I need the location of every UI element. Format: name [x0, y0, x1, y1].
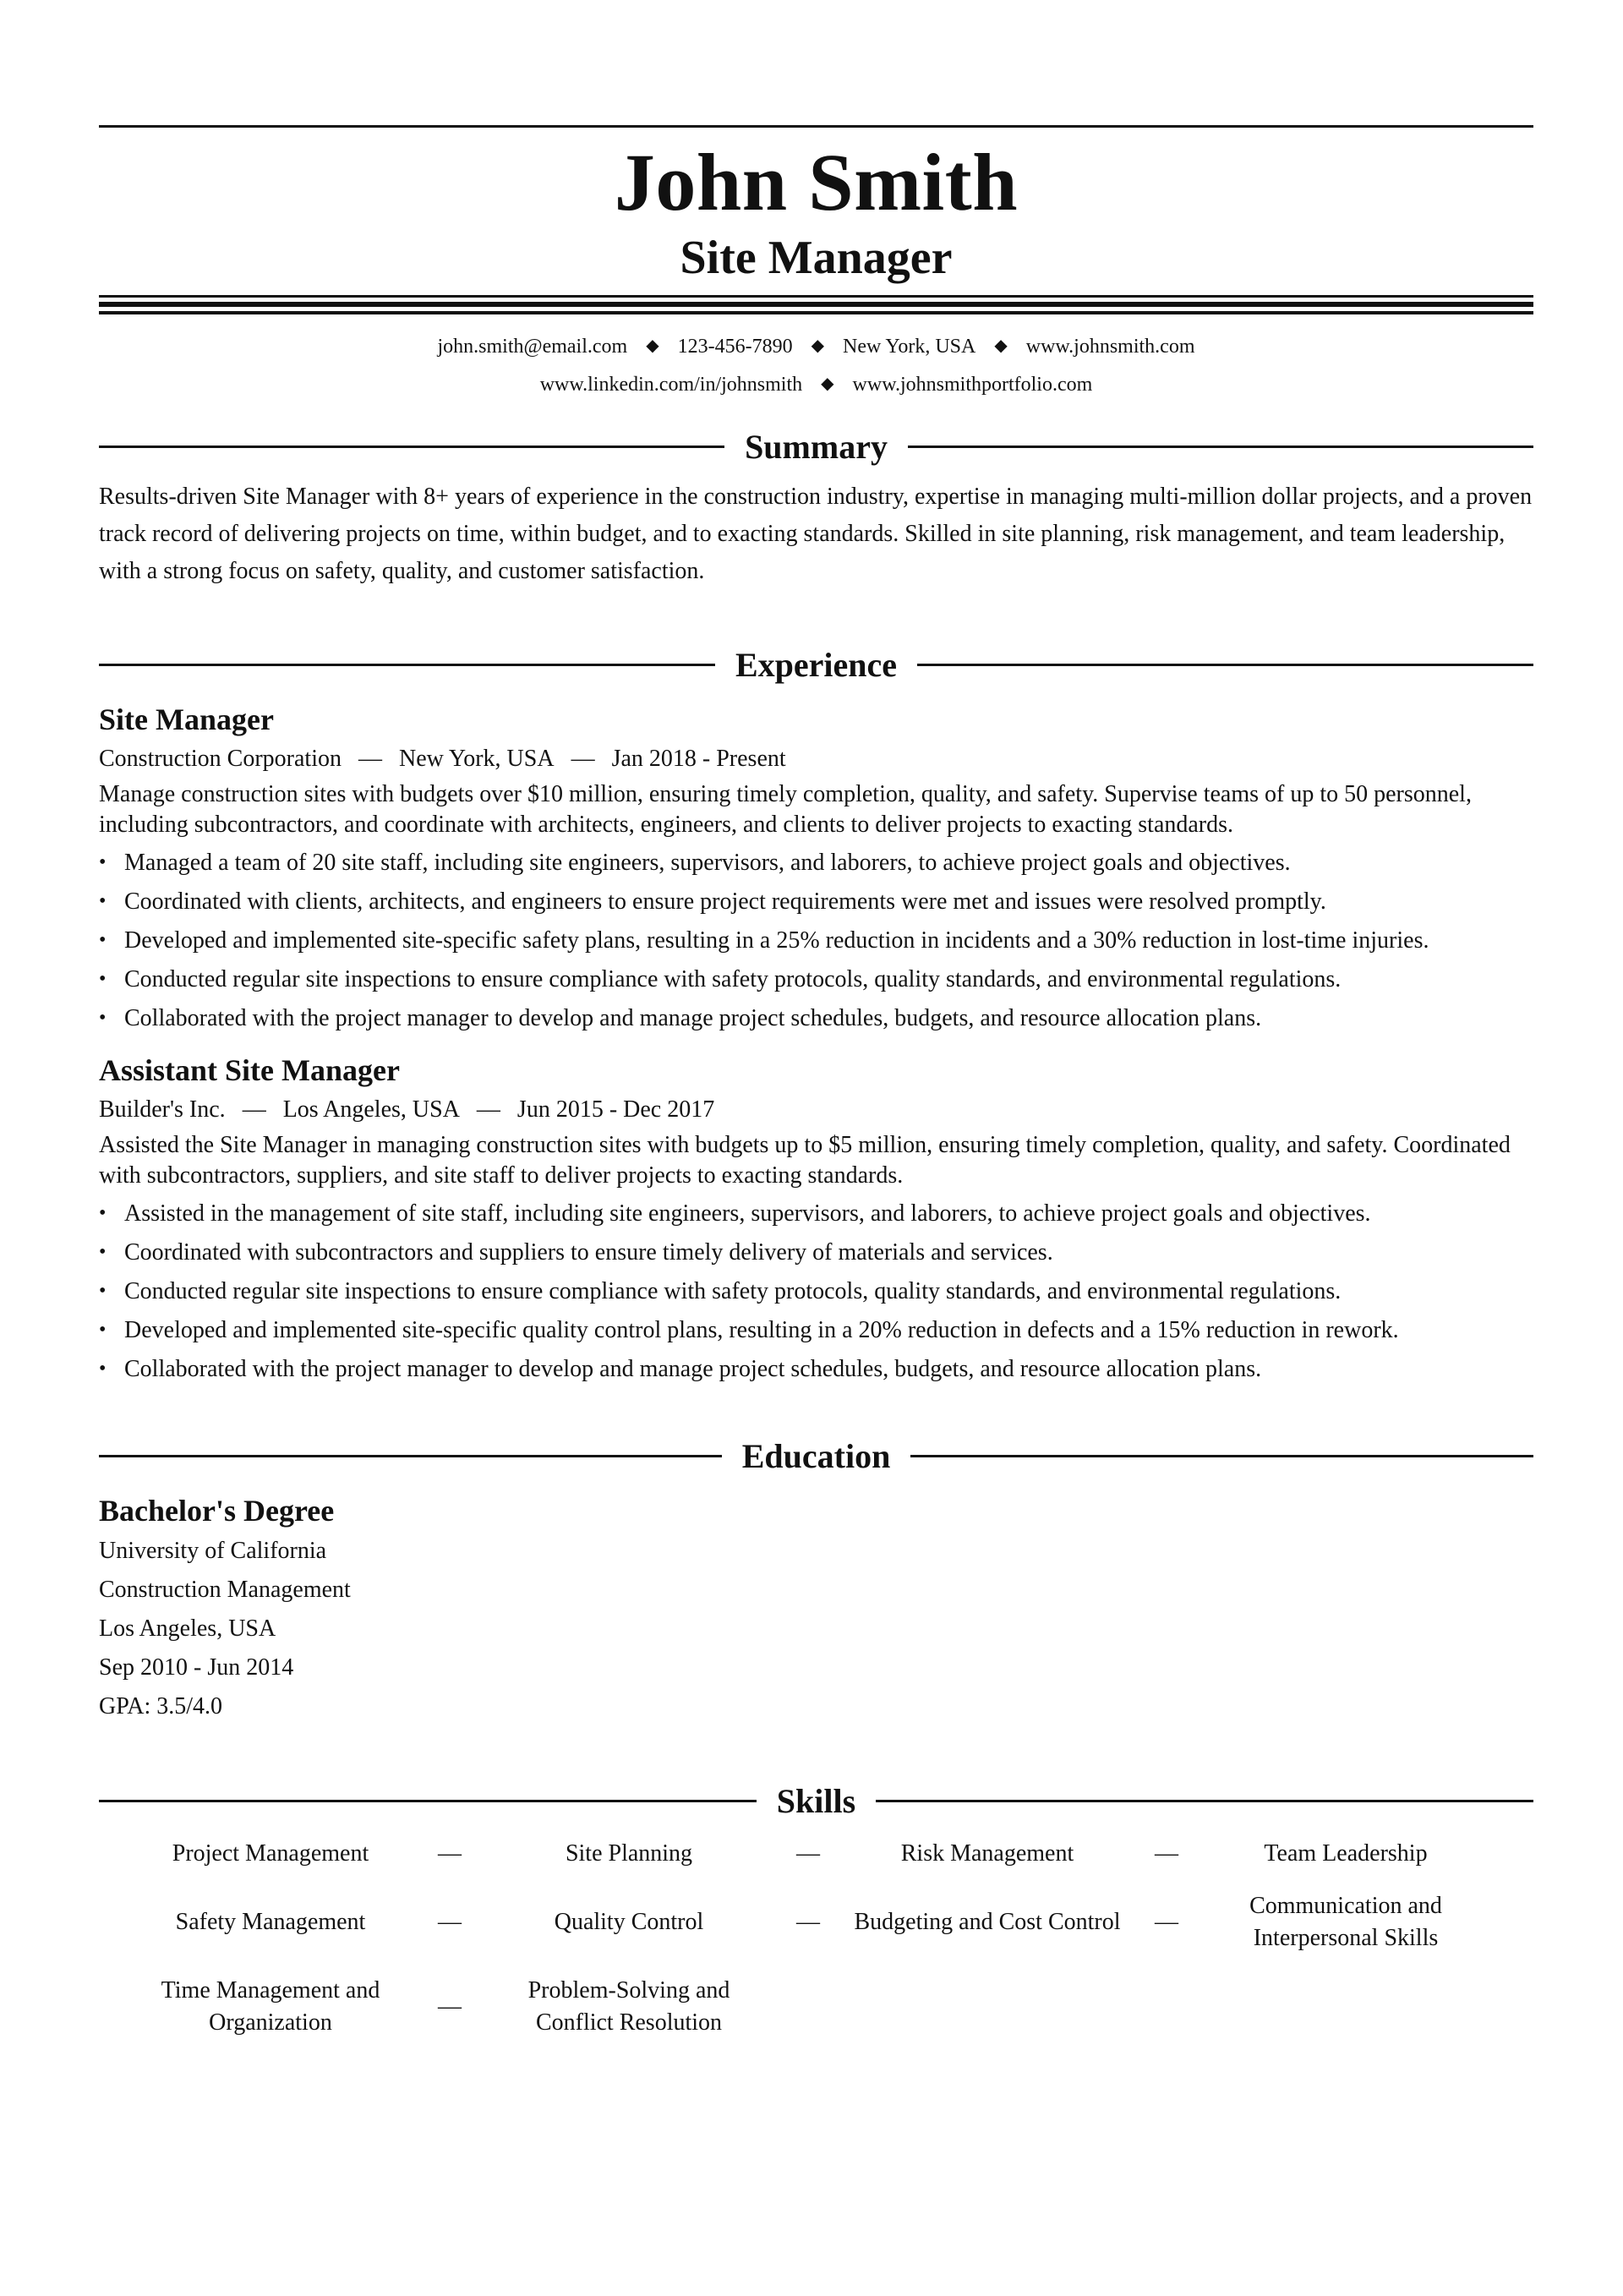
skill-separator: — [438, 1908, 462, 1935]
list-item: • Collaborated with the project manager to develop and manage project schedules, budgets, and resource allocation plans. [99, 1353, 1533, 1385]
gpa: GPA: 3.5/4.0 [99, 1692, 223, 1719]
job-entry [99, 698, 1533, 1034]
job-meta [99, 741, 1533, 778]
education-location: Los Angeles, USA [99, 1615, 276, 1642]
skill-separator: — [1155, 1840, 1178, 1867]
job-location: Los Angeles, USA [282, 1096, 460, 1123]
job-bullets [99, 1198, 1533, 1385]
list-item: • Coordinated with subcontractors and suppliers to ensure timely delivery of materials and services. [99, 1237, 1533, 1268]
diamond-separator-icon: ◆ [646, 336, 659, 355]
skill-separator: — [438, 1993, 462, 2020]
skill-item: Problem-Solving and Conflict Resolution [527, 1976, 730, 2036]
top-divider [99, 125, 1533, 128]
contact-line-1 [99, 328, 1533, 366]
job-entry [99, 1049, 1533, 1385]
company: Builder's Inc. [99, 1096, 226, 1123]
skill-item: Team Leadership [1264, 1840, 1428, 1867]
list-item: • Managed a team of 20 site staff, including site engineers, supervisors, and laborers, to achieve project goals and objectives. [99, 847, 1533, 878]
meta-separator: — [571, 745, 595, 772]
list-item: • Conducted regular site inspections to ensure compliance with safety protocols, quality standards, and environmental regulations. [99, 1276, 1533, 1307]
contact-info [99, 328, 1533, 404]
diamond-separator-icon: ◆ [811, 336, 824, 355]
summary-text: Results-driven Site Manager with 8+ years of experience in the construction industry, expertise in managing multi-million dollar projects, and a proven track record of delivering projects on time, within budget, and to exacting standards. Skilled in site planning, risk management, and team leadership, with a strong focus on safety, quality, and customer satisfaction. [99, 483, 1533, 584]
job-dates: Jun 2015 - Dec 2017 [516, 1096, 715, 1123]
skill-separator: — [438, 1840, 462, 1867]
job-description: Manage construction sites with budgets over $10 million, ensuring timely completion, quality, and safety. Supervise teams of up to 50 personnel, including subcontractors, and coordinate with architects, engineers, and clients to deliver projects to exacting standards. [99, 780, 1472, 838]
contact-line-2 [99, 366, 1533, 404]
phone-number: 123-456-7890 [677, 335, 793, 358]
meta-separator: — [476, 1096, 500, 1123]
email-link[interactable]: john.smith@email.com [437, 335, 628, 358]
list-item: • Collaborated with the project manager to develop and manage project schedules, budgets, and resource allocation plans. [99, 1003, 1533, 1034]
list-item: • Coordinated with clients, architects, and engineers to ensure project requirements were met and issues were resolved promptly. [99, 886, 1533, 917]
summary-heading [99, 426, 1533, 468]
job-title: Site Manager [99, 702, 274, 736]
skill-item: Budgeting and Cost Control [854, 1908, 1121, 1935]
resume-page [99, 125, 1533, 2039]
education-dates: Sep 2010 - Jun 2014 [99, 1654, 294, 1681]
list-item: • Assisted in the management of site staff, including site engineers, supervisors, and laborers, to achieve project goals and objectives. [99, 1198, 1533, 1229]
skill-separator: — [796, 1840, 820, 1867]
skills-grid [112, 1838, 1533, 2039]
skill-separator: — [1155, 1908, 1178, 1935]
website-link[interactable]: www.johnsmith.com [1025, 335, 1195, 358]
list-item: • Conducted regular site inspections to ensure compliance with safety protocols, quality standards, and environmental regulations. [99, 964, 1533, 995]
section-title: Summary [745, 427, 888, 466]
section-title: Experience [735, 645, 898, 684]
school: University of California [99, 1537, 327, 1564]
list-item: • Developed and implemented site-specific safety plans, resulting in a 25% reduction in incidents and a 30% reduction in lost-time injuries. [99, 925, 1533, 956]
skill-item: Time Management and Organization [161, 1976, 380, 2036]
education-heading [99, 1435, 1533, 1478]
location: New York, USA [842, 335, 976, 358]
skill-item: Quality Control [554, 1908, 704, 1935]
job-title: Assistant Site Manager [99, 1052, 400, 1087]
meta-separator: — [358, 745, 382, 772]
section-title: Skills [776, 1781, 856, 1820]
skill-item: Safety Management [175, 1908, 366, 1935]
meta-separator: — [242, 1096, 266, 1123]
education-entry [99, 1490, 1533, 1726]
job-bullets [99, 847, 1533, 1034]
diamond-separator-icon: ◆ [821, 374, 834, 393]
job-description: Assisted the Site Manager in managing construction sites with budgets up to $5 million, ensuring timely completion, quality, and safety. Coordinated with subcontractors, suppliers, and site staff to deliver projects to exacting standards. [99, 1131, 1511, 1189]
candidate-name: John Smith [614, 136, 1019, 227]
job-meta [99, 1091, 1533, 1129]
list-item: • Developed and implemented site-specific quality control plans, resulting in a 20% reduction in defects and a 15% reduction in rework. [99, 1315, 1533, 1346]
company: Construction Corporation [99, 745, 342, 772]
field-of-study: Construction Management [99, 1576, 351, 1603]
portfolio-link[interactable]: www.johnsmithportfolio.com [852, 373, 1093, 396]
linkedin-link[interactable]: www.linkedin.com/in/johnsmith [539, 373, 803, 396]
job-location: New York, USA [398, 745, 555, 772]
section-title: Education [741, 1436, 891, 1475]
degree: Bachelor's Degree [99, 1493, 335, 1528]
skill-item: Project Management [172, 1840, 369, 1867]
header-divider [99, 295, 1533, 314]
experience-heading [99, 644, 1533, 686]
skill-item: Risk Management [900, 1840, 1074, 1867]
job-dates: Jan 2018 - Present [611, 745, 786, 772]
skills-heading [99, 1780, 1533, 1823]
skill-item: Communication and Interpersonal Skills [1249, 1892, 1442, 1951]
candidate-title: Site Manager [680, 231, 953, 284]
diamond-separator-icon: ◆ [994, 336, 1008, 355]
skill-separator: — [796, 1908, 820, 1935]
skill-item: Site Planning [565, 1840, 693, 1867]
